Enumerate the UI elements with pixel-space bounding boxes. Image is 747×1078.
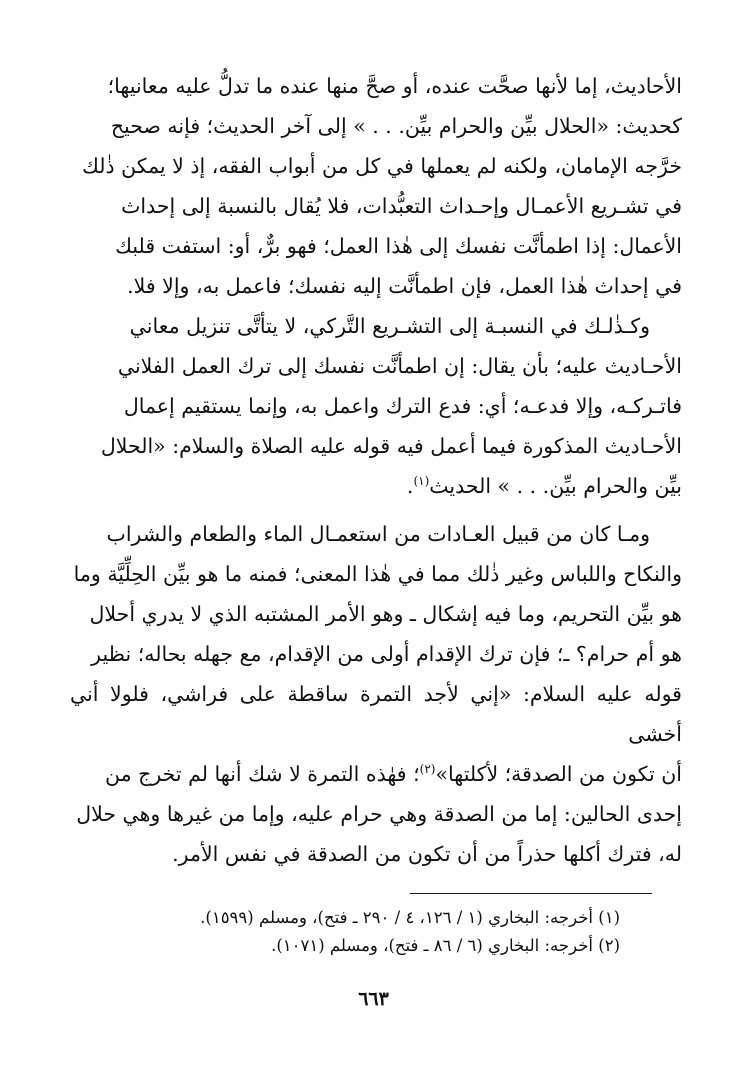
paragraph-3-line: ومـا كان من قبيل العـادات من استعمـال الماء والطعام والشراب xyxy=(106,522,650,546)
paragraph-2-line: الأحـاديث عليه؛ بأن يقال: إن اطمأنَّت نفسك إلى ترك العمل الفلاني xyxy=(117,354,682,378)
paragraph-3-line6-after: ؛ فهٰذه التمرة لا شك أنها لم تخرج من xyxy=(105,762,420,786)
paragraph-2 xyxy=(70,306,682,506)
paragraph-2-last-line xyxy=(70,466,682,506)
main-text xyxy=(70,66,682,874)
paragraph-2-line: وكـذٰلـك في النسبـة إلى التشـريع التَّركي، لا يتأتَّى تنزيل معاني xyxy=(129,314,650,338)
page-number: ٦٦٣ xyxy=(358,988,389,1010)
footnotes xyxy=(100,904,620,960)
paragraph-3-line6-before: أن تكون من الصدقة؛ لأكلتها» xyxy=(435,762,682,786)
paragraph-1-line: في إحداث هٰذا العمل، فإن اطمأنَّت إليه نفسك؛ فاعمل به، وإلا فلا. xyxy=(127,274,682,298)
paragraph-1-line: خرَّجه الإمامان، ولكنه لم يعملها في كل من أبواب الفقه، إذ لا يمكن ذٰلك xyxy=(81,154,682,178)
paragraph-3-line: له، فترك أكلها حذراً من أن تكون من الصدقة في نفس الأمر. xyxy=(172,842,682,866)
paragraph-3-line: هو أم حرام؟ ـ؛ فإن ترك الإقدام أولى من الإقدام، مع جهله بحاله؛ نظير xyxy=(91,642,682,666)
paragraph-3-line: هو بيِّن التحريم، وما فيه إشكال ـ وهو الأمر المشتبه الذي لا يدري أحلال xyxy=(89,602,682,626)
paragraph-1-line: في تشـريع الأعمـال وإحـداث التعبُّدات، فلا يُقال بالنسبة إلى إحداث xyxy=(121,194,682,218)
paragraph-2-last-text: بيِّن والحرام بيِّن. . . » الحديث xyxy=(429,474,682,498)
paragraph-3-line: إحدى الحالين: إما من الصدقة وهي حرام عليه، وإما من غيرها وهي حلال xyxy=(76,802,682,826)
paragraph-3-line-with-ref xyxy=(70,754,682,794)
paragraph-2-last-end: . xyxy=(406,474,414,498)
paragraph-1-line: كحديث: «الحلال بيِّن والحرام بيِّن. . . » إلى آخر الحديث؛ فإنه صحيح xyxy=(110,114,682,138)
paragraph-1 xyxy=(70,66,682,306)
footnote-2: (٢) أخرجه: البخاري (٦ / ٨٦ ـ فتح)، ومسلم (١٠٧١). xyxy=(271,936,620,955)
paragraph-2-line: الأحـاديث المذكورة فيما أعمل فيه قوله عليه الصلاة والسلام: «الحلال xyxy=(100,434,682,458)
paragraph-3 xyxy=(70,514,682,874)
footnote-separator xyxy=(410,893,652,894)
footnote-1: (١) أخرجه: البخاري (١ / ١٢٦، ٤ / ٢٩٠ ـ فتح)، ومسلم (١٥٩٩). xyxy=(200,908,620,927)
footnote-ref-1: (١) xyxy=(413,474,430,489)
footnote-ref-2: (٢) xyxy=(419,762,436,777)
paragraph-3-line: قوله عليه السلام: «إني لأجد التمرة ساقطة على فراشي، فلولا أني أخشى xyxy=(70,682,682,746)
paragraph-2-line: فاتـركـه، وإلا فدعـه؛ أي: فدع الترك واعمل به، وإنما يستقيم إعمال xyxy=(123,394,682,418)
paragraph-1-line: الأحاديث، إما لأنها صحَّت عنده، أو صحَّ منها عنده ما تدلُّ عليه معانيها؛ xyxy=(107,74,682,98)
paragraph-1-line: الأعمال: إذا اطمأنَّت نفسك إلى هٰذا العمل؛ فهو برٌّ، أو: استفت قلبك xyxy=(115,234,682,258)
paragraph-3-line: والنكاح واللباس وغير ذٰلك مما في هٰذا المعنى؛ فمنه ما هو بيِّن الحِلِّيَّة وما xyxy=(73,562,682,586)
